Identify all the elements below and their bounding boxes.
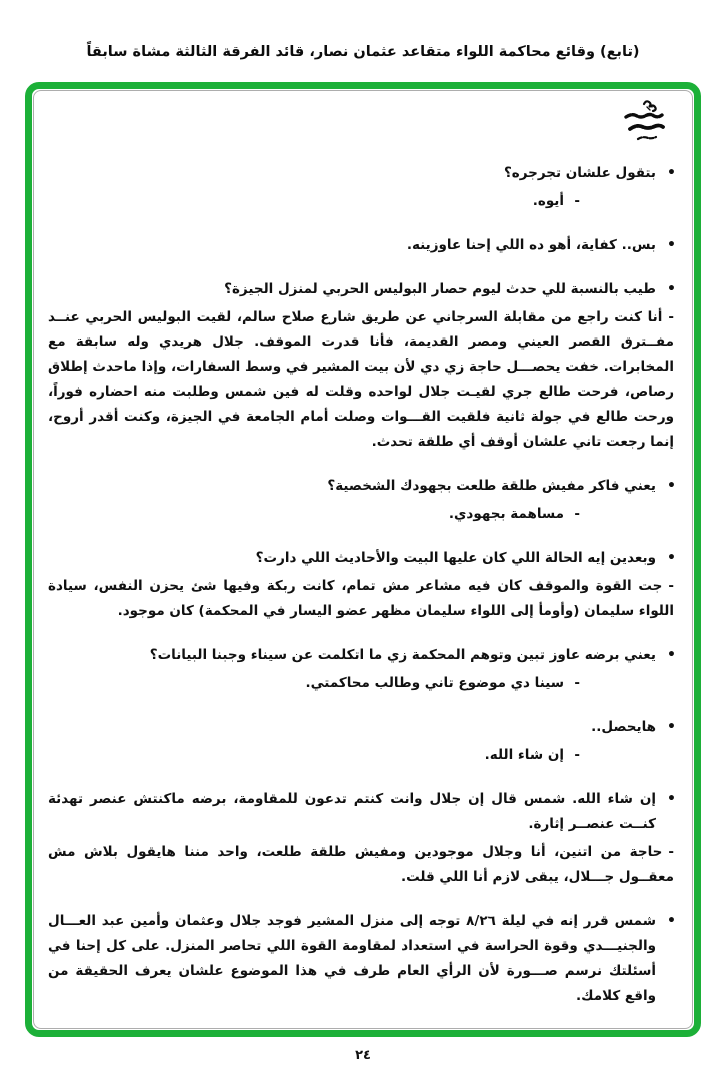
dash-marker: - bbox=[574, 193, 580, 209]
answer-item bbox=[48, 743, 676, 768]
bullet-marker: • bbox=[667, 719, 676, 735]
question-item bbox=[48, 643, 676, 668]
page-title: (تابع) وقائع محاكمة اللواء متقاعد عثمان نصار، قائد الفرقة الثالثة مشاة سابقاً bbox=[86, 44, 640, 60]
dash-marker: - bbox=[574, 747, 580, 763]
dialogue-text: أنا كنت راجع من مقابلة السرجاني عن طريق شارع صلاح سالم، لقيت البوليس الحربي عنــد مفــترق القصر العيني ومصر القديمة، فأنا قدرت الموقف. جلال هريدي وله سابقة مع المخابرات. خفت يحصـــل حاجة زي دي لأن بيت المشير في وسط السفارات، وإذا ماحدث إطلاق رصاص، فرحت طالع جري لقيـت جلال لواحده وقلت له فين شمس وطلبت منه احضاره فوراً، ورحت طالع في جولة ثانية فلقيت القـــوات وصلت أمام الجامعة في الجيزة، وكنت أقدر أروح، إنما رجعت تاني علشان أوقف أي طلقة تحدث. bbox=[48, 309, 674, 450]
bullet-marker: • bbox=[667, 791, 676, 807]
dialogue-text: بس.. كفاية، أهو ده اللي إحنا عاوزينه. bbox=[406, 237, 656, 253]
question-item bbox=[48, 277, 676, 302]
question-item bbox=[48, 546, 676, 571]
dialogue-text: أيوه. bbox=[532, 193, 564, 209]
dialogue-text: حاجة من اتنين، أنا وجلال موجودين ومفيش طلقة طلعت، واحد مننا هايقول بلاش مش معقــول جـــلال، يبقى لازم أنا اللي قلت. bbox=[48, 844, 674, 885]
dialogue-group bbox=[48, 161, 676, 214]
dash-marker: - bbox=[574, 506, 580, 522]
dialogue-text: سينا دي موضوع تاني وطالب محاكمتي. bbox=[305, 675, 564, 691]
calligraphy-stamp-icon bbox=[614, 97, 672, 149]
dash-marker: - bbox=[668, 578, 674, 594]
bullet-marker: • bbox=[667, 237, 676, 253]
dialogue-group bbox=[48, 715, 676, 768]
dialogue-text: هايحصل.. bbox=[591, 719, 656, 735]
answer-item bbox=[48, 840, 676, 890]
answer-item bbox=[48, 502, 676, 527]
dash-marker: - bbox=[668, 844, 674, 860]
dialogue-group bbox=[48, 643, 676, 696]
bullet-marker: • bbox=[667, 281, 676, 297]
dialogue-group bbox=[48, 787, 676, 890]
dash-marker: - bbox=[668, 309, 674, 325]
bullet-marker: • bbox=[667, 478, 676, 494]
question-item bbox=[48, 233, 676, 258]
dialogue-list bbox=[48, 161, 676, 1024]
answer-item bbox=[48, 671, 676, 696]
dialogue-text: شمس قرر إنه في ليلة ٨/٢٦ توجه إلى منزل المشير فوجد جلال وعثمان وأمين عبد العـــال والجنيـــدي وقوة الحراسة في استعداد لمقاومة القوة اللي تحاصر المنزل. على كل إحنا في أسئلتك نرسم صـــورة لأن الرأي العام طرف في هذا الموضوع علشان يعرف الحقيقة من واقع كلامك. bbox=[48, 913, 656, 1004]
question-item bbox=[48, 715, 676, 740]
dialogue-text: إن شاء الله. bbox=[484, 747, 564, 763]
dialogue-group bbox=[48, 546, 676, 624]
answer-item bbox=[48, 574, 676, 624]
bullet-marker: • bbox=[667, 550, 676, 566]
dialogue-group bbox=[48, 909, 676, 1009]
dialogue-group bbox=[48, 277, 676, 455]
dialogue-text: إن شاء الله. شمس قال إن جلال وانت كنتم تدعون للمقاومة، برضه ماكنتش عنصر تهدئة كنــت عنصــر إثارة. bbox=[48, 791, 656, 832]
page-number: ٢٤ bbox=[355, 1048, 371, 1063]
bullet-marker: • bbox=[667, 165, 676, 181]
dialogue-text: يعني برضه عاوز تبين وتوهم المحكمة زي ما اتكلمت عن سيناء وجبنا البيانات؟ bbox=[149, 647, 656, 663]
dash-marker: - bbox=[574, 675, 580, 691]
bullet-marker: • bbox=[667, 913, 676, 929]
dialogue-text: يعني فاكر مفيش طلقة طلعت بجهودك الشخصية؟ bbox=[327, 478, 656, 494]
dialogue-text: وبعدين إيه الحالة اللي كان عليها البيت والأحاديث اللي دارت؟ bbox=[255, 550, 656, 566]
dialogue-text: جت القوة والموقف كان فيه مشاعر مش تمام، كانت ربكة وفيها شئ يحزن النفس، سيادة اللواء سليمان (وأومأ إلى اللواء سليمان مظهر عضو اليسار في المحكمة) كان موجود. bbox=[48, 578, 674, 619]
dialogue-text: طيب بالنسبة للي حدث ليوم حصار البوليس الحربي لمنزل الجيزة؟ bbox=[224, 281, 656, 297]
dialogue-text: بتقول علشان تجرجره؟ bbox=[503, 165, 656, 181]
content-frame bbox=[25, 82, 701, 1037]
answer-item bbox=[48, 305, 676, 455]
answer-item bbox=[48, 189, 676, 214]
dialogue-text: مساهمة بجهودي. bbox=[448, 506, 564, 522]
dialogue-group bbox=[48, 233, 676, 258]
question-item bbox=[48, 909, 676, 1009]
question-item bbox=[48, 787, 676, 837]
bullet-marker: • bbox=[667, 647, 676, 663]
dialogue-group bbox=[48, 474, 676, 527]
question-item bbox=[48, 161, 676, 186]
question-item bbox=[48, 474, 676, 499]
